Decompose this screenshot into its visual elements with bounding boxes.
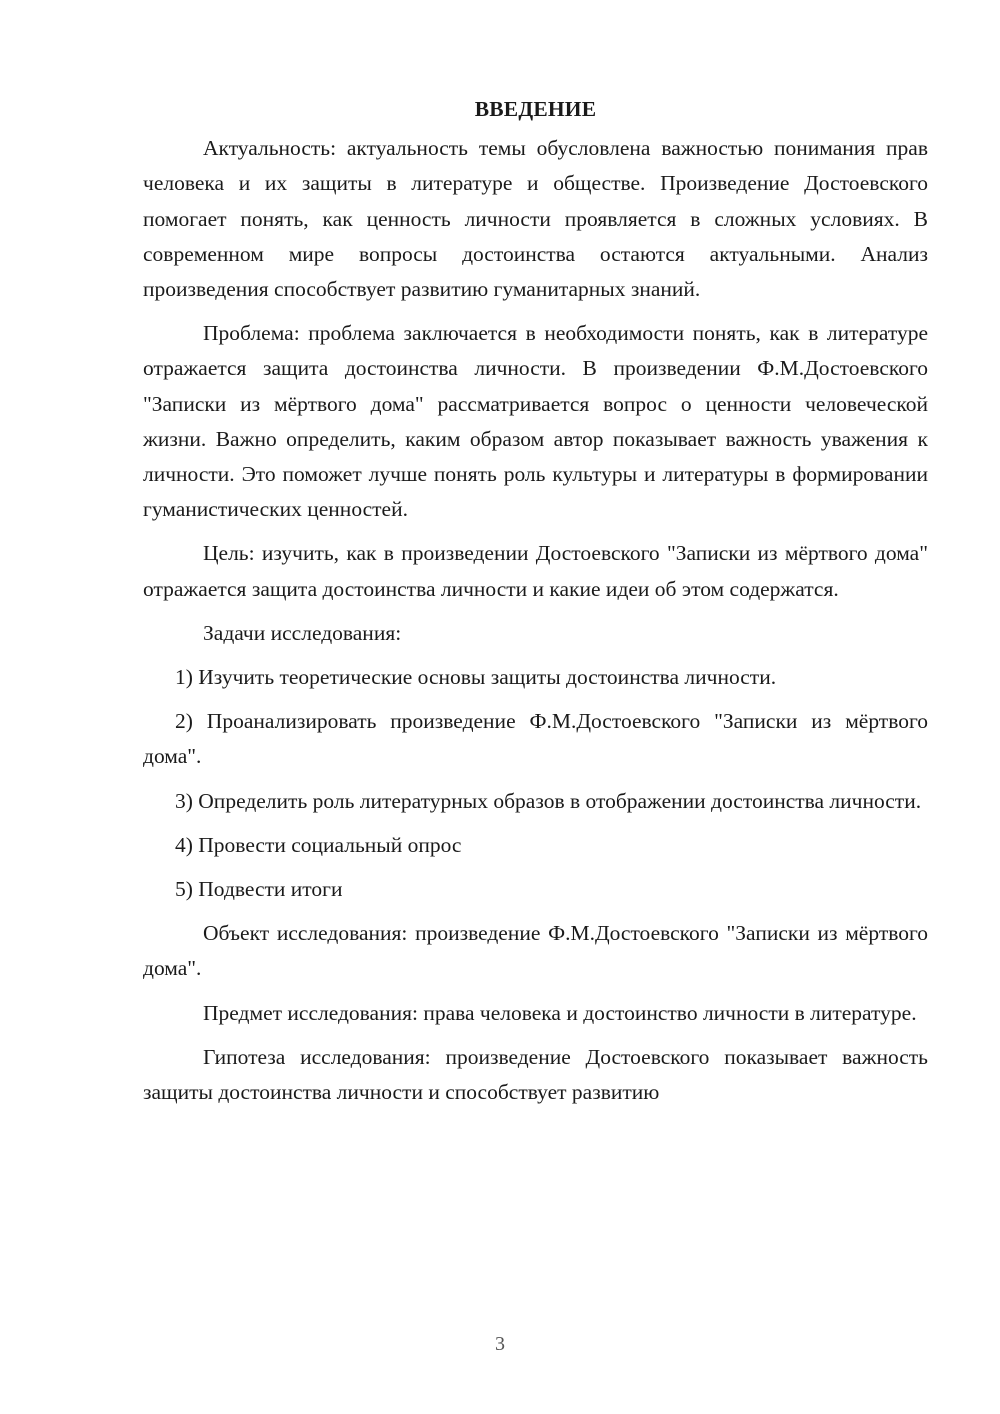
task-item-5: 5) Подвести итоги	[175, 877, 343, 902]
page-number: 3	[495, 1333, 505, 1355]
task-item-2: 2) Проанализировать произведение Ф.М.Достоевского "Записки из мёртвого дома".	[143, 709, 928, 769]
paragraph-hypothesis: Гипотеза исследования: произведение Достоевского показывает важность защиты достоинства личности и способствует развитию	[143, 1044, 928, 1105]
document-page	[143, 92, 928, 1110]
task-item-3: 3) Определить роль литературных образов в отображении достоинства личности.	[175, 788, 922, 813]
paragraph-object: Объект исследования: произведение Ф.М.Достоевского "Записки из мёртвого дома".	[143, 921, 928, 981]
paragraph-subject: Предмет исследования: права человека и достоинство личности в литературе.	[203, 1000, 917, 1025]
task-item-1: 1) Изучить теоретические основы защиты достоинства личности.	[175, 665, 777, 690]
paragraph-goal: Цель: изучить, как в произведении Достоевского "Записки из мёртвого дома" отражается защита достоинства личности и какие идеи об этом содержатся.	[143, 541, 928, 601]
task-item-4: 4) Провести социальный опрос	[175, 832, 462, 857]
paragraph-tasks-heading: Задачи исследования:	[203, 620, 402, 645]
section-title: ВВЕДЕНИЕ	[474, 97, 597, 121]
paragraph-relevance: Актуальность: актуальность темы обусловлена важностью понимания прав человека и их защиты в литературе и обществе. Произведение Достоевского помогает понять, как ценность личности проявляется в сложных условиях. В современном мире вопросы достоинства остаются актуальными. Анализ произведения способствует развитию гуманитарных знаний.	[143, 136, 928, 302]
paragraph-problem: Проблема: проблема заключается в необходимости понять, как в литературе отражается защита достоинства личности. В произведении Ф.М.Достоевского "Записки из мёртвого дома" рассматривается вопрос о ценности человеческой жизни. Важно определить, каким образом автор показывает важность уважения к личности. Это поможет лучше понять роль культуры и литературы в формировании гуманистических ценностей.	[143, 321, 928, 522]
